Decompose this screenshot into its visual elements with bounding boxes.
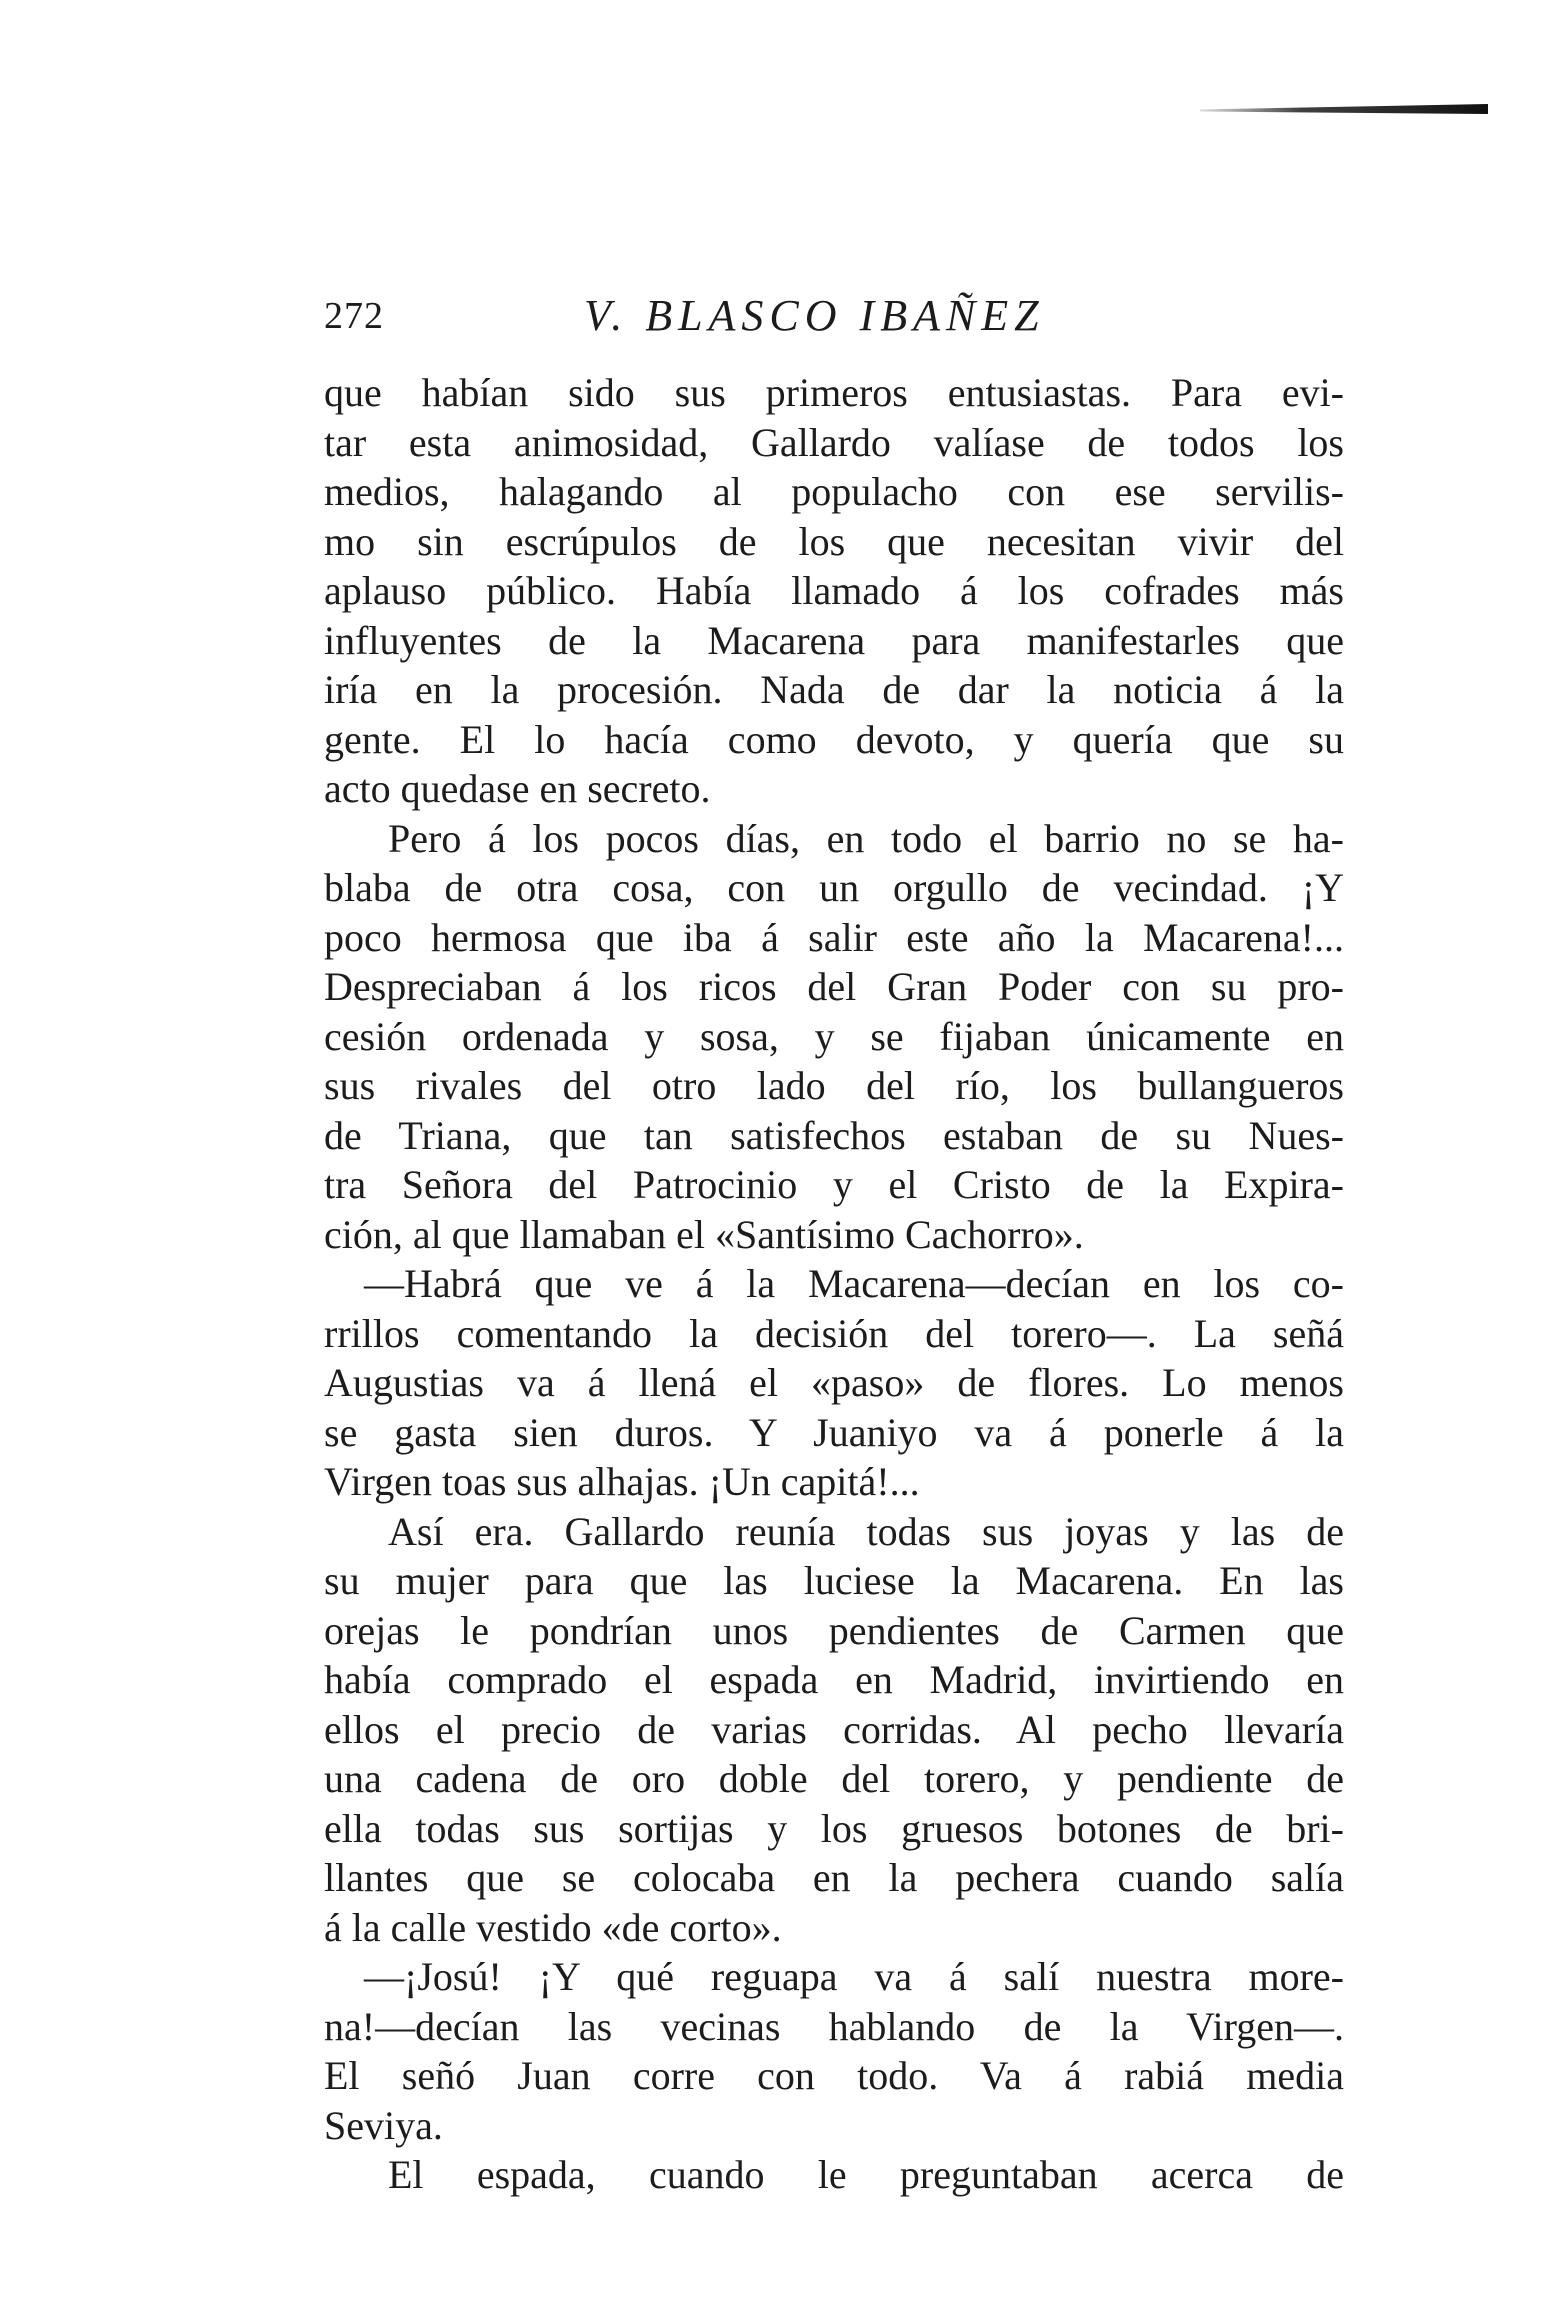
text-line: Despreciaban á los ricos del Gran Poder con su pro- (324, 964, 1344, 1009)
text-line: Seviya. (324, 2102, 443, 2148)
text-line: había comprado el espada en Madrid, invirtiendo en (324, 1657, 1344, 1702)
text-line: El señó Juan corre con todo. Va á rabiá media (324, 2053, 1344, 2098)
text-line: aplauso público. Había llamado á los cofrades más (324, 568, 1344, 613)
text-line: tar esta animosidad, Gallardo valíase de todos los (324, 419, 1344, 465)
text-line: Virgen toas sus alhajas. ¡Un capitá!... (324, 1459, 920, 1504)
text-line: cesión ordenada y sosa, y se fijaban únicamente en (324, 1013, 1344, 1059)
text-line: á la calle vestido «de corto». (324, 1904, 782, 1950)
page-number: 272 (324, 295, 384, 337)
text-line: iría en la procesión. Nada de dar la noticia á la (324, 667, 1344, 712)
text-line: Augustias va á llená el «paso» de flores. Lo menos (324, 1360, 1344, 1405)
body-text (324, 368, 1344, 2200)
text-line: na!—decían las vecinas hablando de la Virgen—. (324, 2003, 1344, 2049)
running-head: V. BLASCO IBAÑEZ (584, 291, 1045, 340)
text-line: medios, halagando al populacho con ese servilis- (324, 469, 1344, 514)
page-header (324, 286, 1344, 346)
text-line: —Habrá que ve á la Macarena—decían en los co- (364, 1261, 1344, 1306)
text-line: —¡Josú! ¡Y qué reguapa va á salí nuestra more- (364, 1954, 1344, 1999)
text-line: rrillos comentando la decisión del torero—. La señá (324, 1310, 1344, 1356)
text-line: influyentes de la Macarena para manifestarles que (324, 617, 1344, 663)
text-line: mo sin escrúpulos de los que necesitan vivir del (324, 518, 1344, 564)
text-line: llantes que se colocaba en la pechera cuando salía (324, 1855, 1344, 1900)
text-line: de Triana, que tan satisfechos estaban de su Nues- (324, 1112, 1344, 1158)
text-line: Pero á los pocos días, en todo el barrio no se ha- (388, 815, 1344, 861)
text-line: su mujer para que las luciese la Macarena. En las (324, 1558, 1344, 1603)
top-rule-mark (1200, 104, 1488, 114)
text-line: sus rivales del otro lado del río, los bullangueros (324, 1063, 1344, 1108)
text-line: ella todas sus sortijas y los gruesos botones de bri- (324, 1805, 1344, 1851)
text-line: acto quedase en secreto. (324, 766, 711, 811)
text-line: gente. El lo hacía como devoto, y quería que su (324, 716, 1344, 762)
text-line: orejas le pondrían unos pendientes de Carmen que (324, 1607, 1344, 1653)
text-line: ción, al que llamaban el «Santísimo Cachorro». (324, 1211, 1084, 1257)
text-line: ellos el precio de varias corridas. Al pecho llevaría (324, 1706, 1344, 1752)
text-line: El espada, cuando le preguntaban acerca de (388, 2152, 1344, 2197)
text-line: se gasta sien duros. Y Juaniyo va á ponerle á la (324, 1409, 1344, 1455)
text-line: tra Señora del Patrocinio y el Cristo de la Expira- (324, 1162, 1344, 1207)
text-line: blaba de otra cosa, con un orgullo de vecindad. ¡Y (324, 865, 1344, 910)
text-line: Así era. Gallardo reunía todas sus joyas y las de (388, 1508, 1344, 1554)
text-line: que habían sido sus primeros entusiastas. Para evi- (324, 370, 1344, 415)
text-line: poco hermosa que iba á salir este año la Macarena!... (324, 914, 1344, 960)
text-line: una cadena de oro doble del torero, y pendiente de (324, 1756, 1344, 1801)
